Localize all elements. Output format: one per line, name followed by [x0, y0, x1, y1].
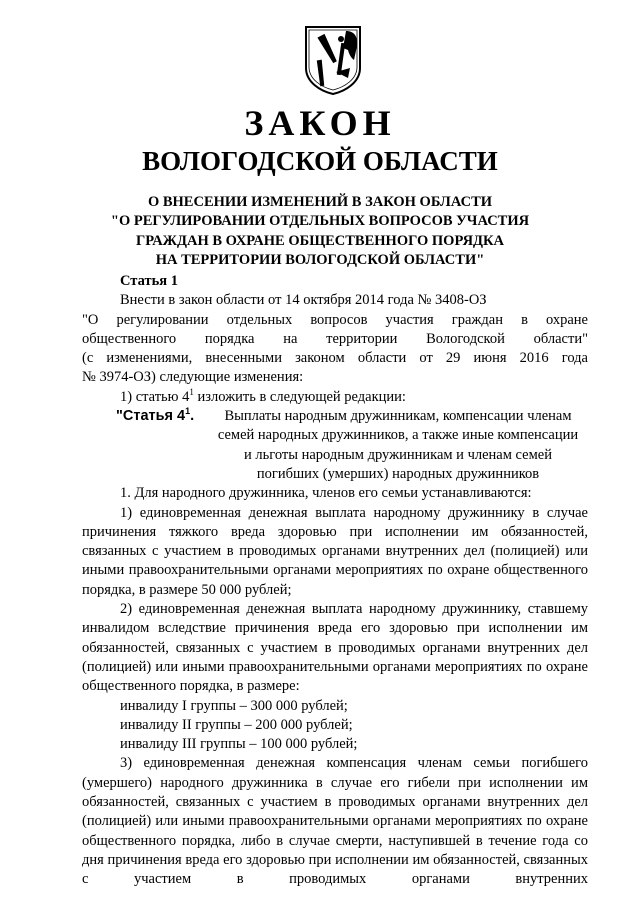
intro-line: Внести в закон области от 14 октября 2014 года № 3408-ОЗ [120, 292, 487, 309]
article-4-1-label: "Статья $4^1$. [116, 406, 195, 425]
subtitle-line: ГРАЖДАН В ОХРАНЕ ОБЩЕСТВЕННОГО ПОРЯДКА [135, 232, 505, 249]
subtitle-line: О ВНЕСЕНИИ ИЗМЕНЕНИЙ В ЗАКОН ОБЛАСТИ [147, 194, 493, 210]
disability-group-3: инвалиду III группы – 100 000 рублей; [120, 736, 358, 753]
intro-line: (с изменениями, внесенными законом области от 29 июня 2016 года [82, 350, 588, 367]
subparagraph-1: 1) единовременная денежная выплата народному дружиннику в случае причинения тяжкого вреда здоровью при исполнении им обязанностей, связанных с участием в проводимых органами внутренних дел (полицией) или иными правоохранительными органами мероприятиях по охране общественного порядка, в размере 50 000 рублей; [82, 504, 588, 598]
law-subtitle [0, 193, 640, 270]
article-4-1-title: Выплаты народным дружинникам, компенсации членам семей народных дружинников, а также иные компенсации и льготы народным дружинникам и членам семей погибших (умерших) народных дружинников [217, 408, 579, 482]
intro-line: "О регулировании отдельных вопросов участия граждан в охране [82, 311, 588, 328]
subtitle-line: НА ТЕРРИТОРИИ ВОЛОГОДСКОЙ ОБЛАСТИ" [155, 251, 485, 268]
paragraph-1: 1. Для народного дружинника, членов его семьи устанавливаются: [120, 485, 532, 502]
intro-line: № 3974-ОЗ) следующие изменения: [82, 369, 304, 386]
disability-group-2: инвалиду II группы – 200 000 рублей; [120, 716, 353, 733]
intro-line: общественного порядка на территории Вологодской области" [82, 330, 588, 347]
disability-group-1: инвалиду I группы – 300 000 рублей; [120, 697, 348, 714]
subparagraph-3: 3) единовременная денежная компенсация членам семьи погибшего (умершего) народного дружинника в случае его гибели при исполнении им обязанностей, связанных с участием в проводимых органами внутренних дел (полицией) или иными правоохранительными органами мероприятиях по охране общественного порядка, либо в случае смерти, наступившей в течение года со дня причинения вреда его здоровью при исполнении им обязанностей, связанных с участием в проводимых органами внутренних [82, 755, 588, 888]
article-4-1-heading [82, 407, 588, 484]
article-heading: Статья 1 [120, 273, 178, 289]
amendment-item-1: 1) статью $4^1$ изложить в следующей редакции: [120, 386, 406, 405]
law-body [82, 272, 588, 890]
subparagraph-2: 2) единовременная денежная выплата народному дружиннику, ставшему инвалидом вследствие причинения вреда его здоровью при исполнении им обязанностей, связанных с участием в проводимых органами внутренних дел (полицией) или иными правоохранительными органами мероприятиях по охране общественного порядка, в размере: [82, 601, 588, 695]
law-title: ЗАКОН [244, 103, 396, 143]
subtitle-line: "О РЕГУЛИРОВАНИИ ОТДЕЛЬНЫХ ВОПРОСОВ УЧАСТИЯ [110, 213, 530, 230]
vologda-coat-of-arms-icon [302, 24, 364, 96]
region-title: ВОЛОГОДСКОЙ ОБЛАСТИ [142, 146, 498, 176]
